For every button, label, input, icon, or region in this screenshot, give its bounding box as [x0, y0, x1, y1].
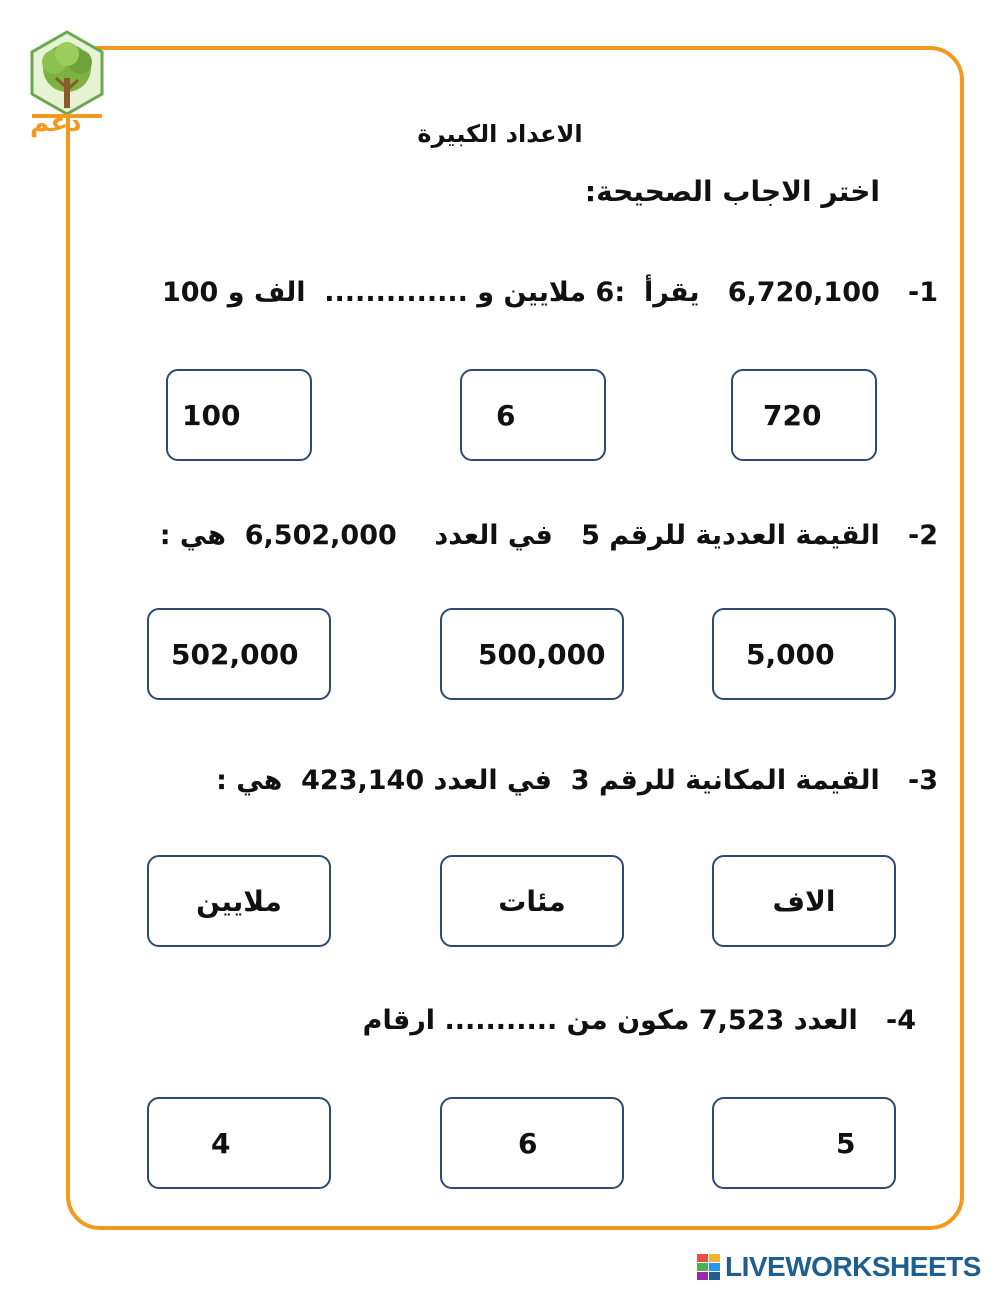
q3-option-3[interactable] — [712, 855, 896, 947]
q3-option-3-label: الاف — [772, 884, 836, 918]
q1-option-3-label: 720 — [763, 398, 822, 432]
instruction-text: اختر الاجاب الصحيحة: — [584, 175, 880, 208]
worksheet-title: الاعداد الكبيرة — [417, 120, 583, 148]
logo-text: دعم — [30, 108, 82, 138]
q2-option-3-label: 5,000 — [746, 637, 835, 671]
question-3-text: 3- القيمة المكانية للرقم 3 في العدد 423,140 هي : — [216, 765, 938, 796]
liveworksheets-icon — [697, 1254, 721, 1280]
q1-option-2-label: 6 — [496, 398, 516, 432]
q2-option-1-label: 502,000 — [171, 637, 299, 671]
liveworksheets-wordmark: LIVEWORKSHEETS — [725, 1251, 981, 1282]
q1-option-2[interactable] — [460, 369, 606, 461]
q2-option-3[interactable] — [712, 608, 896, 700]
q3-option-1-label: ملايين — [196, 884, 282, 918]
q1-option-1-label: 100 — [182, 398, 241, 432]
q4-option-1[interactable] — [147, 1097, 331, 1189]
q4-option-2-label: 6 — [518, 1126, 538, 1160]
q4-option-1-label: 4 — [211, 1126, 231, 1160]
liveworksheets-brand[interactable] — [697, 1250, 981, 1284]
question-1-text: 1- 6,720,100 يقرأ :6 ملايين و .............. الف و 100 — [161, 277, 938, 308]
q4-option-2[interactable] — [440, 1097, 624, 1189]
school-logo — [26, 28, 108, 146]
q4-option-3[interactable] — [712, 1097, 896, 1189]
q4-option-3-label: 5 — [836, 1126, 856, 1160]
question-2-text: 2- القيمة العددية للرقم 5 في العدد 6,502,000 هي : — [159, 520, 938, 551]
q3-option-1[interactable] — [147, 855, 331, 947]
q3-option-2-label: مئات — [498, 884, 566, 918]
question-4-text: 4- العدد 7,523 مكون من ........... ارقام — [362, 1005, 916, 1036]
q2-option-2-label: 500,000 — [478, 637, 606, 671]
q2-option-1[interactable] — [147, 608, 331, 700]
q3-option-2[interactable] — [440, 855, 624, 947]
q1-option-1[interactable] — [166, 369, 312, 461]
q1-option-3[interactable] — [731, 369, 877, 461]
q2-option-2[interactable] — [440, 608, 624, 700]
